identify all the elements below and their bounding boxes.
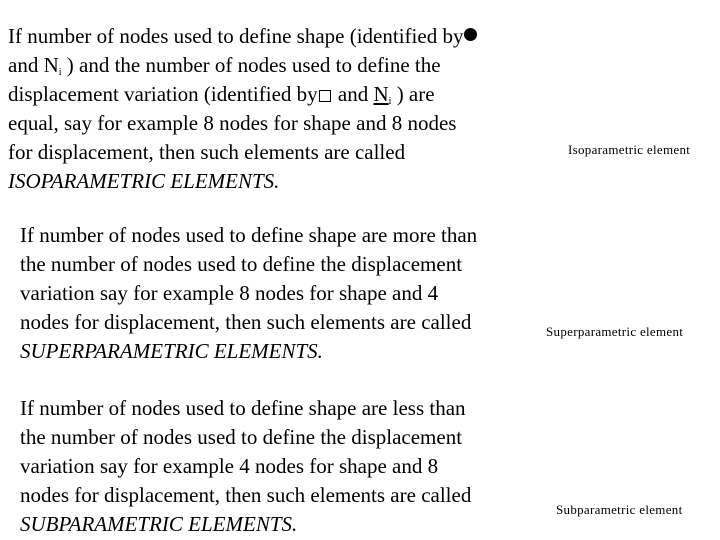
sub-line-3: variation say for example 4 nodes for shape and 8 (20, 454, 439, 478)
super-line-4: nodes for displacement, then such elements are called (20, 310, 472, 334)
iso-line-5: for displacement, then such elements are called (8, 140, 406, 164)
superparametric-paragraph (20, 221, 477, 366)
super-line-1: If number of nodes used to define shape are more than (20, 223, 478, 247)
subparametric-paragraph (20, 394, 471, 539)
isoparametric-paragraph (8, 22, 477, 196)
iso-line-2: and $N_i$ ) and the number of nodes used to define the (8, 53, 441, 78)
hollow-square-icon (319, 90, 331, 102)
sub-line-1: If number of nodes used to define shape are less than (20, 396, 466, 420)
iso-term: ISOPARAMETRIC ELEMENTS. (8, 169, 280, 193)
sub-line-4: nodes for displacement, then such elements are called (20, 483, 472, 507)
superparametric-label: Superparametric element (546, 324, 684, 339)
super-term: SUPERPARAMETRIC ELEMENTS. (20, 339, 323, 363)
iso-line-1: If number of nodes used to define shape (identified by (8, 22, 477, 51)
sub-term: SUBPARAMETRIC ELEMENTS. (20, 512, 298, 536)
isoparametric-label: Isoparametric element (568, 142, 691, 157)
sub-line-2: the number of nodes used to define the displacement (20, 425, 463, 449)
filled-circle-icon (464, 28, 477, 41)
subparametric-label: Subparametric element (556, 502, 683, 517)
super-line-3: variation say for example 8 nodes for shape and 4 (20, 281, 439, 305)
super-line-2: the number of nodes used to define the displacement (20, 252, 463, 276)
iso-line-3: displacement variation (identified by and $N_i$ ) are (8, 82, 435, 107)
iso-line-4: equal, say for example 8 nodes for shape and 8 nodes (8, 111, 457, 135)
